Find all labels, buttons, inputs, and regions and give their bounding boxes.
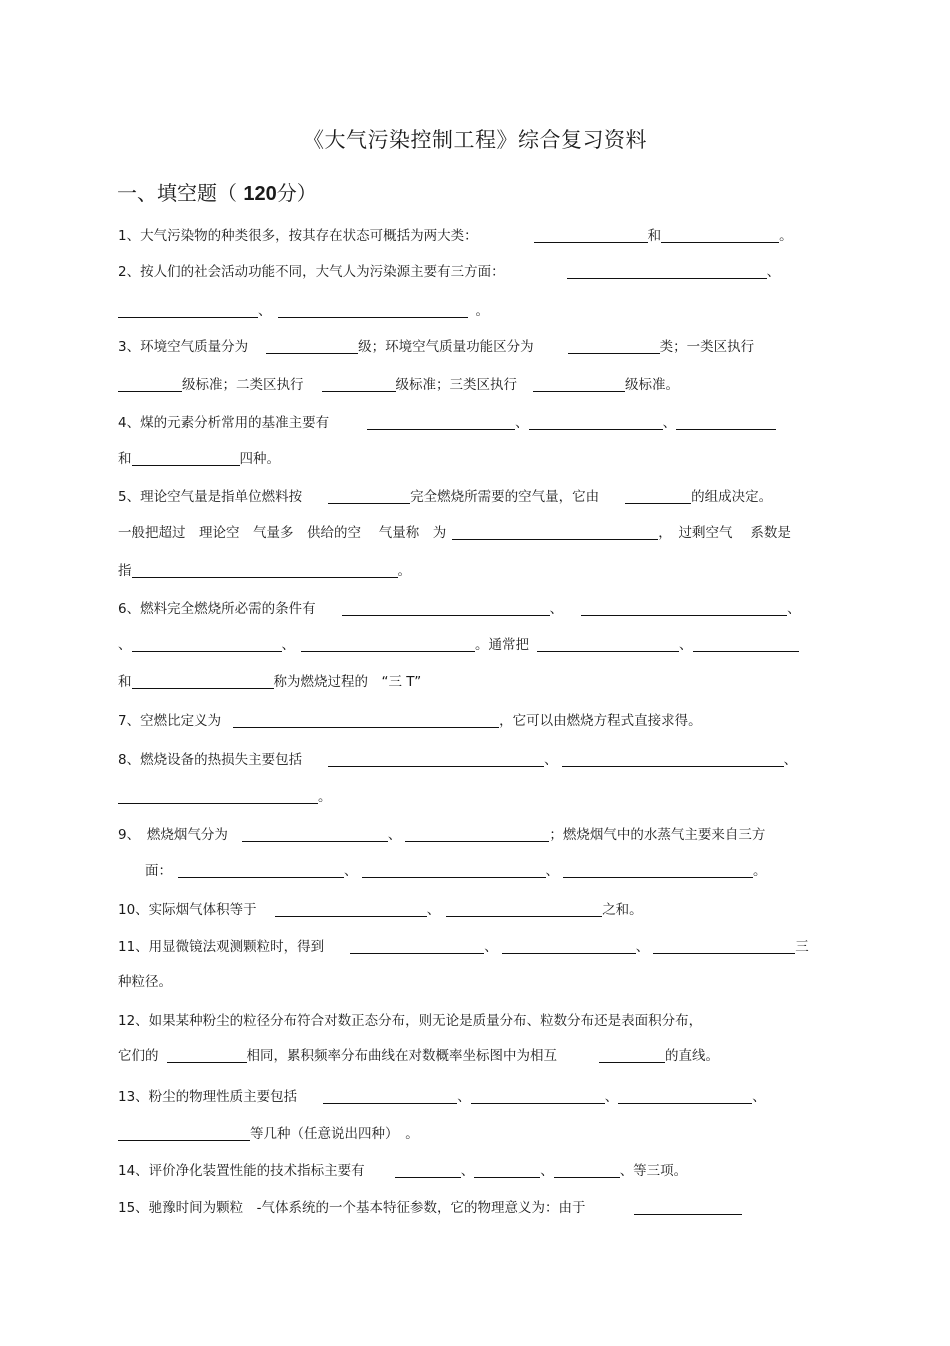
document-title: 《大气污染控制工程》综合复习资料 <box>303 128 647 152</box>
question-12: 12、如果某种粉尘的粒径分布符合对数正态分布，则无论是质量分布、粒数分布还是表面积分布， <box>118 1013 703 1029</box>
question-5-cont2: 指 。 <box>118 563 411 579</box>
blank <box>395 1163 461 1178</box>
question-1: 1、大气污染物的种类很多，按其存在状态可概括为两大类： 和 。 <box>118 228 793 244</box>
blank <box>471 1089 605 1104</box>
question-2: 2、按人们的社会活动功能不同，大气人为污染源主要有三方面： 、 <box>118 264 781 280</box>
blank <box>568 339 660 354</box>
question-9: 9、 燃烧烟气分为 、 ；燃烧烟气中的水蒸气主要来自三方 <box>118 827 766 843</box>
question-13: 13、粉尘的物理性质主要包括 、 、 、 <box>118 1089 766 1105</box>
question-3-cont: 级标准；二类区执行 级标准；三类区执行 级标准。 <box>118 376 679 394</box>
blank <box>242 827 388 842</box>
blank <box>693 637 799 652</box>
blank <box>661 228 779 243</box>
blank <box>554 1163 620 1178</box>
blank <box>452 525 658 540</box>
question-14: 14、评价净化装置性能的技术指标主要有 、 、 、等三项。 <box>118 1163 688 1179</box>
blank <box>502 939 636 954</box>
question-11-cont: 种粒径。 <box>118 974 172 990</box>
blank <box>323 1089 457 1104</box>
question-2-cont: 、 。 <box>118 302 489 320</box>
blank <box>563 863 753 878</box>
blank <box>132 674 274 689</box>
question-6-cont2: 和 称为燃烧过程的 “三 T” <box>118 674 422 690</box>
blank <box>178 863 344 878</box>
blank <box>266 339 358 354</box>
blank <box>474 1163 540 1178</box>
blank <box>446 902 602 917</box>
blank <box>132 563 398 578</box>
blank <box>118 789 318 804</box>
question-5-cont: 一般把超过 理论空 气量多 供给的空 气量称 为 ， 过剩空气 系数是 <box>118 525 791 541</box>
blank <box>405 827 549 842</box>
question-11: 11、用显微镜法观测颗粒时，得到 、 、 三 <box>118 939 809 955</box>
blank <box>567 264 767 279</box>
question-6-cont: 、 、 。通常把 、 <box>118 636 799 654</box>
blank <box>533 377 625 392</box>
blank <box>132 637 282 652</box>
question-8-cont: 。 <box>118 788 332 806</box>
blank <box>342 601 550 616</box>
blank <box>118 377 182 392</box>
blank <box>118 1126 250 1141</box>
blank <box>534 228 648 243</box>
question-4: 4、煤的元素分析常用的基准主要有 、 、 <box>118 414 776 432</box>
blank <box>278 303 468 318</box>
question-4-cont: 和 四种。 <box>118 451 280 467</box>
section-score: 120 <box>243 183 277 205</box>
question-12-cont: 它们的 相同，累积频率分布曲线在对数概率坐标图中为相互 的直线。 <box>118 1048 719 1064</box>
blank <box>328 752 544 767</box>
question-7: 7、空燃比定义为 ，它可以由燃烧方程式直接求得。 <box>118 713 702 729</box>
blank <box>301 637 475 652</box>
blank <box>350 939 484 954</box>
blank <box>275 902 427 917</box>
blank <box>562 752 784 767</box>
blank <box>529 415 663 430</box>
blank <box>367 415 515 430</box>
blank <box>118 303 258 318</box>
blank <box>328 489 410 504</box>
blank <box>167 1048 247 1063</box>
question-9-cont: 面： 、 、 。 <box>145 863 767 879</box>
section-heading: 一、填空题（ 120分） <box>117 181 317 205</box>
question-10: 10、实际烟气体积等于 、 之和。 <box>118 902 643 918</box>
question-8: 8、燃烧设备的热损失主要包括 、 、 <box>118 752 798 768</box>
blank <box>362 863 546 878</box>
question-6: 6、燃料完全燃烧所必需的条件有 、 、 <box>118 601 801 617</box>
blank <box>634 1200 742 1215</box>
question-13-cont: 等几种（任意说出四种） 。 <box>118 1125 419 1143</box>
blank <box>618 1089 752 1104</box>
question-5: 5、理论空气量是指单位燃料按 完全燃烧所需要的空气量，它由 的组成决定。 <box>118 489 773 505</box>
question-15: 15、驰豫时间为颗粒 -气体系统的一个基本特征参数，它的物理意义为：由于 <box>118 1199 742 1217</box>
blank <box>676 415 776 430</box>
blank <box>233 713 499 728</box>
blank <box>625 489 691 504</box>
blank <box>581 601 787 616</box>
blank <box>653 939 795 954</box>
question-3: 3、环境空气质量分为 级；环境空气质量功能区分为 类；一类区执行 <box>118 339 755 355</box>
blank <box>537 637 679 652</box>
blank <box>599 1048 665 1063</box>
blank <box>132 451 240 466</box>
blank <box>322 377 396 392</box>
